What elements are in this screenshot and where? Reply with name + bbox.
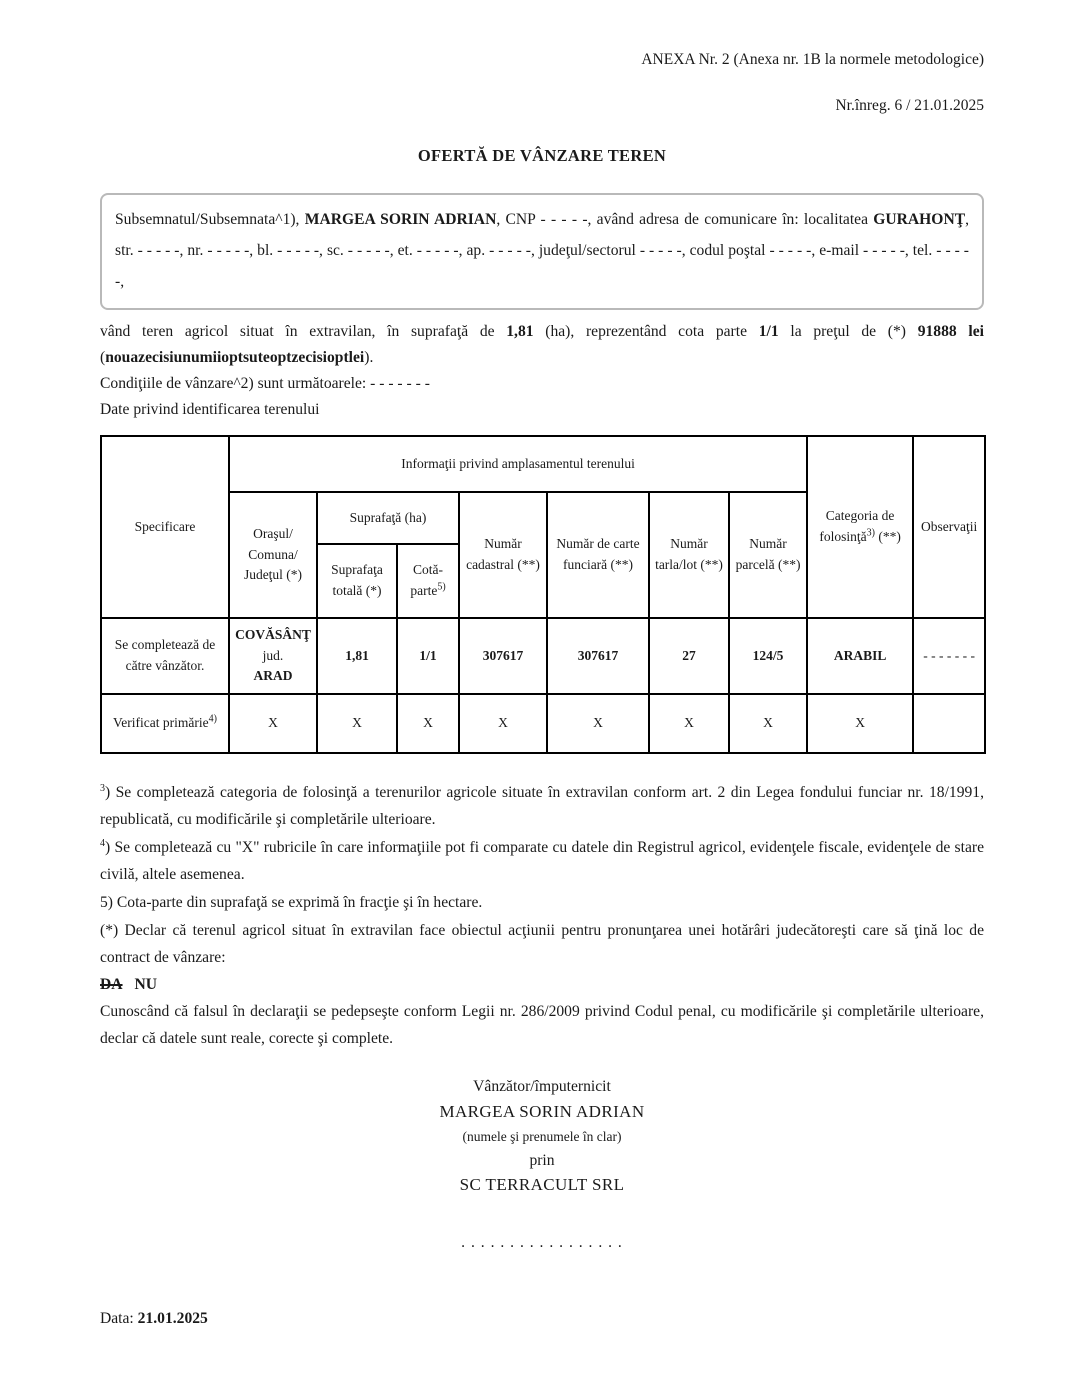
verified-x-cadastral: X (459, 694, 547, 753)
verified-label-text: Verificat primărie (113, 715, 209, 731)
signature-via: prin (529, 1152, 555, 1169)
header-categoria-note: (**) (874, 529, 901, 544)
footnote-5: 5) Cota-parte din suprafaţă se exprimă în fracţie şi în hectare. (100, 894, 483, 911)
nu-option: NU (134, 976, 158, 993)
seller-city: COVĂSÂNŢ (235, 626, 311, 642)
page-title: OFERTĂ DE VÂNZARE TEREN (417, 146, 667, 165)
seller-area-cell: 1,81 (317, 618, 397, 694)
header-cota-parte-sup: 5) (437, 581, 446, 593)
subscriber-info-box (100, 193, 984, 310)
sale-price-words: nouazecisiunumiioptsuteoptzecisioptlei (105, 349, 365, 366)
court-declaration: (*) Declar că terenul agricol situat în extravilan face obiectul acţiunii pentru pronunţarea unei hotărâri judecătoreşti care să ţină loc de contract de vânzare: (100, 922, 984, 966)
sale-text-4: ( (100, 349, 106, 366)
footnote-3 (100, 779, 984, 833)
verified-x-parcela: X (729, 694, 807, 753)
sale-text-2: (ha), reprezentând cota parte (533, 323, 759, 340)
seller-location-cell (229, 618, 317, 694)
land-identification-table (100, 435, 986, 754)
verified-x-tarla: X (649, 694, 729, 753)
da-option-struck: DA (100, 976, 123, 993)
verified-x-location: X (229, 694, 317, 753)
header-suprafata-group: Suprafaţă (ha) (317, 492, 459, 544)
signature-role: Vânzător/împuternicit (473, 1078, 611, 1095)
sale-text-5: ). (364, 349, 374, 366)
signature-company: SC TERRACULT SRL (459, 1175, 625, 1194)
sale-text-3: la preţul de (*) (778, 323, 918, 340)
verified-row-label (101, 694, 229, 753)
seller-cadastral-cell: 307617 (459, 618, 547, 694)
land-identification-label: Date privind identificarea terenului (100, 401, 320, 418)
signature-dotted-line: . . . . . . . . . . . . . . . . . (461, 1234, 623, 1251)
sale-text-1: vând teren agricol situat în extravilan, în suprafaţă de (100, 323, 507, 340)
intro-suffix: , str. - - - - -, nr. - - - - -, bl. - - - - -, sc. - - - - -, et. - - - - -, ap. - - - - -, judeţul/sectorul - - - - -, codul poştal - - - - -, e-mail - - - - -, tel. - - - - -, (115, 211, 970, 290)
seller-row-label: Se completează de către vânzător. (101, 618, 229, 694)
footnote-3-text: ) Se completează categoria de folosinţă a terenurilor agricole situate în extravilan conform art. 2 din Legea fondului funciar nr. 18/1991, republicată, cu modificările şi completările ulterioare. (100, 784, 984, 828)
verified-x-share: X (397, 694, 459, 753)
anexa-header-line: ANEXA Nr. 2 (Anexa nr. 1B la normele metodologice) (641, 51, 984, 68)
seller-land-book-cell: 307617 (547, 618, 649, 694)
document-date-line (100, 1310, 984, 1328)
signature-note: (numele şi prenumele în clar) (462, 1129, 622, 1144)
date-value: 21.01.2025 (137, 1310, 208, 1327)
da-nu-line (100, 971, 984, 998)
ownership-share: 1/1 (758, 323, 779, 340)
header-numar-tarla: Număr tarla/lot (**) (649, 492, 729, 618)
footnote-3-sup: 3 (100, 782, 105, 794)
seller-name: MARGEA SORIN ADRIAN (304, 211, 497, 228)
footnotes-section (100, 779, 984, 1052)
verified-x-area: X (317, 694, 397, 753)
signature-block (100, 1074, 984, 1252)
seller-county: ARAD (253, 668, 293, 684)
sale-paragraph (100, 319, 984, 371)
header-categoria-text: Categoria de folosinţă (819, 508, 895, 544)
header-numar-carte-funciara: Număr de carte funciară (**) (547, 492, 649, 618)
seller-observations-cell: - - - - - - - (913, 618, 985, 694)
seller-parcela-cell: 124/5 (729, 618, 807, 694)
penalty-paragraph: Cunoscând că falsul în declaraţii se pedepseşte conform Legii nr. 286/2009 privind Codul penal, cu modificările şi completările ulterioare, declar că datele sunt reale, corecte şi complete. (100, 1003, 984, 1047)
verified-x-land-book: X (547, 694, 649, 753)
header-observatii: Observaţii (913, 436, 985, 618)
date-label: Data: (100, 1310, 138, 1327)
footnote-4-sup: 4 (100, 837, 105, 849)
seller-locality: GURAHONŢ (873, 211, 966, 228)
seller-jud-label: jud. (262, 647, 284, 663)
signature-name: MARGEA SORIN ADRIAN (439, 1102, 645, 1121)
header-numar-cadastral: Număr cadastral (**) (459, 492, 547, 618)
header-suprafata-totala: Suprafaţa totală (*) (317, 544, 397, 618)
seller-tarla-cell: 27 (649, 618, 729, 694)
verified-x-category: X (807, 694, 913, 753)
footnote-4-text: ) Se completează cu "X" rubricile în care informaţiile pot fi comparate cu datele din Registrul agricol, evidenţele fiscale, evidenţele de stare civilă, altele asemenea. (100, 839, 984, 883)
header-info-group: Informaţii privind amplasamentul terenului (229, 436, 807, 492)
sale-price: 91888 lei (917, 323, 984, 340)
header-categoria-sup: 3) (866, 527, 875, 539)
registration-number-line: Nr.înreg. 6 / 21.01.2025 (835, 97, 984, 114)
header-cota-parte (397, 544, 459, 618)
sale-conditions-line: Condiţiile de vânzare^2) sunt următoarele: - - - - - - - (100, 375, 430, 392)
header-cota-parte-text: Cotă-parte (410, 562, 443, 598)
header-oras-comuna-judet: Oraşul/ Comuna/ Judeţul (*) (229, 492, 317, 618)
intro-prefix: Subsemnatul/Subsemnata^1), (115, 211, 305, 228)
footnote-4 (100, 834, 984, 888)
seller-share-cell: 1/1 (397, 618, 459, 694)
header-specificare: Specificare (101, 436, 229, 618)
land-area: 1,81 (506, 323, 534, 340)
seller-category-cell: ARABIL (807, 618, 913, 694)
intro-after-name: , CNP - - - - -, având adresa de comunicare în: localitatea (496, 211, 874, 228)
verified-label-sup: 4) (208, 713, 217, 725)
header-categoria (807, 436, 913, 618)
header-numar-parcela: Număr parcelă (**) (729, 492, 807, 618)
verified-observations-cell (913, 694, 985, 753)
